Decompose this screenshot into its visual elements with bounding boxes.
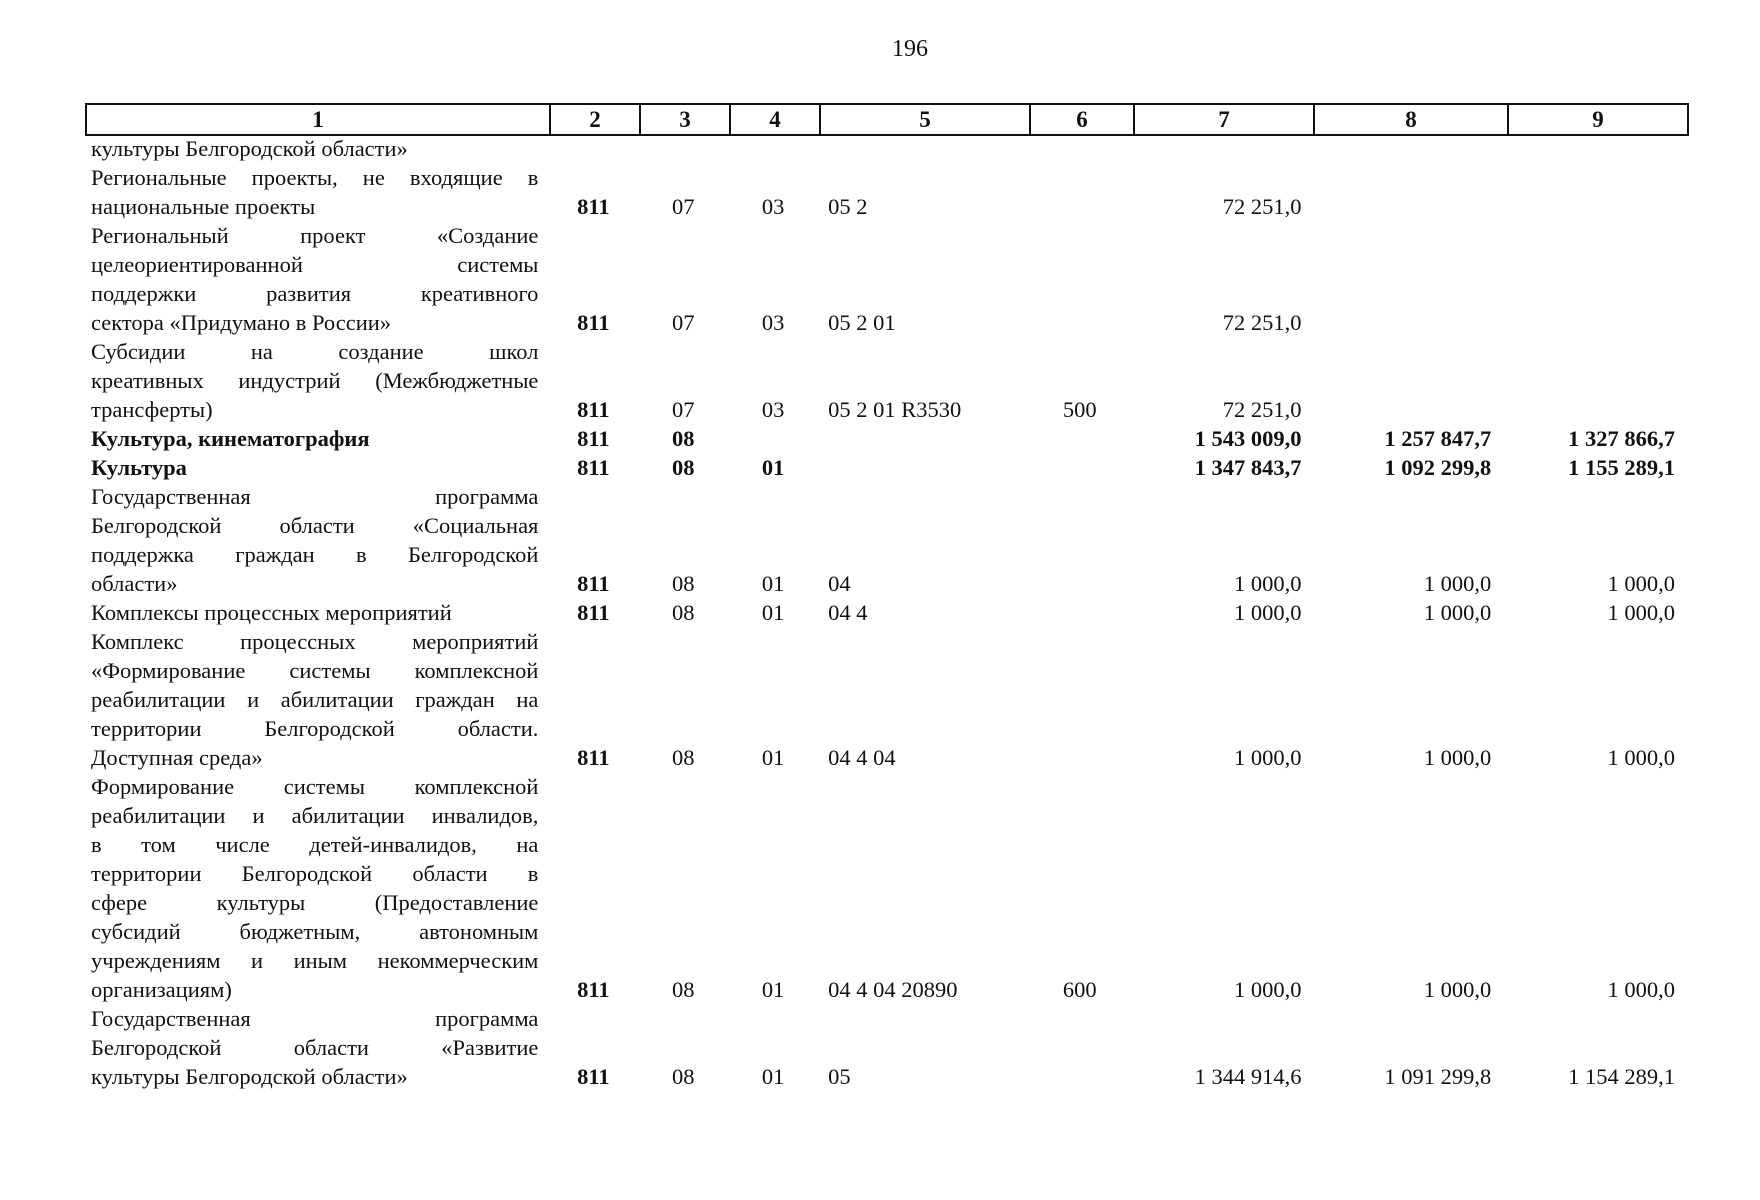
page-number: 196 [892,36,928,62]
row-section-code: 08 [672,1064,695,1089]
row-ministry-code: 811 [577,745,610,770]
column-header-7: 7 [1134,104,1314,135]
row-amount-col9: 1 000,0 [1607,571,1676,596]
row-section-code: 08 [672,571,695,596]
column-header-5: 5 [820,104,1030,135]
row-description [85,598,548,627]
row-description [85,482,548,598]
row-description [85,424,548,453]
row-expense-type: 600 [1062,977,1097,1002]
row-amount-col7: 1 000,0 [1233,977,1302,1002]
budget-table-body [85,134,1685,1091]
row-section-code: 08 [672,455,695,480]
row-section-code: 07 [672,310,695,335]
column-header-row [86,104,1688,135]
column-header-4: 4 [730,104,820,135]
row-ministry-code: 811 [577,977,610,1002]
column-header-9: 9 [1508,104,1688,135]
column-header-1: 1 [86,104,550,135]
row-ministry-code: 811 [577,194,610,219]
row-description [85,772,548,1004]
row-amount-col9: 1 000,0 [1607,977,1676,1002]
row-section-code: 08 [672,745,695,770]
row-section-code: 07 [672,397,695,422]
table-row [85,772,1685,1004]
row-ministry-code: 811 [577,571,610,596]
table-row [85,163,1685,221]
column-header-3: 3 [640,104,730,135]
row-target-article: 05 2 [828,194,868,219]
row-amount-col7: 1 000,0 [1233,571,1302,596]
description-line: организациям) [91,977,232,1002]
description-line: целеориентированной системы [91,252,539,277]
description-line: «Формирование системы комплексной [91,658,539,683]
description-line: Государственная программа [91,1006,539,1031]
row-amount-col8: 1 000,0 [1423,977,1492,1002]
row-subsection-code: 01 [761,745,785,770]
row-ministry-code: 811 [577,310,610,335]
table-row [85,453,1685,482]
table-row [85,337,1685,424]
row-section-code: 08 [672,600,695,625]
row-target-article: 04 [828,571,851,596]
description-line: Культура, кинематография [91,426,370,451]
description-line: области» [91,571,178,596]
description-line: поддержка граждан в Белгородской [91,542,539,567]
description-line: национальные проекты [91,194,316,219]
row-amount-col7: 72 251,0 [1222,397,1302,422]
row-ministry-code: 811 [577,397,610,422]
description-line: Субсидии на создание школ [91,339,539,364]
column-header-6: 6 [1030,104,1134,135]
description-line: Доступная среда» [91,745,263,770]
table-row [85,134,1685,163]
row-amount-col9: 1 327 866,7 [1568,426,1676,451]
table-row [85,424,1685,453]
row-subsection-code: 01 [761,571,785,596]
row-description [85,134,548,163]
description-line: Региональный проект «Создание [91,223,539,248]
column-header-table [85,103,1689,136]
table-row [85,627,1685,772]
row-subsection-code: 03 [761,310,785,335]
row-description [85,221,548,337]
table-row [85,482,1685,598]
description-line: культуры Белгородской области» [91,1064,408,1089]
description-line: сфере культуры (Предоставление [91,890,539,915]
row-description [85,453,548,482]
row-description [85,163,548,221]
description-line: реабилитации и абилитации граждан на [91,687,539,712]
description-line: в том числе детей-инвалидов, на [91,832,539,857]
row-amount-col8: 1 000,0 [1423,745,1492,770]
row-subsection-code: 01 [761,455,785,480]
row-amount-col9: 1 154 289,1 [1568,1064,1676,1089]
row-amount-col7: 1 000,0 [1233,600,1302,625]
row-subsection-code: 03 [761,397,785,422]
description-line: креативных индустрий (Межбюджетные [91,368,539,393]
row-ministry-code: 811 [577,1064,610,1089]
row-target-article: 04 4 04 20890 [828,977,958,1002]
description-line: территории Белгородской области. [91,716,539,741]
description-line: Культура [91,455,187,480]
description-line: сектора «Придумано в России» [91,310,392,335]
column-header-8: 8 [1314,104,1508,135]
row-subsection-code: 03 [761,194,785,219]
row-amount-col7: 1 347 843,7 [1194,455,1302,480]
row-amount-col7: 1 000,0 [1233,745,1302,770]
row-expense-type: 500 [1062,397,1097,422]
description-line: культуры Белгородской области» [91,136,408,161]
description-line: субсидий бюджетным, автономным [91,919,539,944]
row-description [85,1004,548,1091]
row-amount-col7: 72 251,0 [1222,194,1302,219]
description-line: территории Белгородской области в [91,861,539,886]
row-target-article: 05 2 01 R3530 [828,397,962,422]
row-ministry-code: 811 [577,600,610,625]
column-header-2: 2 [550,104,640,135]
row-ministry-code: 811 [577,426,610,451]
row-amount-col8: 1 091 299,8 [1384,1064,1492,1089]
row-amount-col8: 1 257 847,7 [1384,426,1492,451]
description-line: Белгородской области «Развитие [91,1035,539,1060]
description-line: трансферты) [91,397,213,422]
description-line: Комплексы процессных мероприятий [91,600,452,625]
description-line: Комплекс процессных мероприятий [91,629,539,654]
row-section-code: 08 [672,426,695,451]
row-subsection-code: 01 [761,600,785,625]
description-line: Белгородской области «Социальная [91,513,539,538]
row-section-code: 07 [672,194,695,219]
row-target-article: 04 4 [828,600,868,625]
row-target-article: 04 4 04 [828,745,896,770]
row-ministry-code: 811 [577,455,610,480]
row-target-article: 05 [828,1064,851,1089]
row-amount-col9: 1 000,0 [1607,745,1676,770]
description-line: Региональные проекты, не входящие в [91,165,539,190]
description-line: Формирование системы комплексной [91,774,539,799]
description-line: реабилитации и абилитации инвалидов, [91,803,539,828]
description-line: поддержки развития креативного [91,281,539,306]
row-section-code: 08 [672,977,695,1002]
row-amount-col7: 1 344 914,6 [1194,1064,1302,1089]
table-row [85,598,1685,627]
row-amount-col8: 1 092 299,8 [1384,455,1492,480]
row-subsection-code: 01 [761,977,785,1002]
row-amount-col7: 1 543 009,0 [1194,426,1302,451]
row-description [85,627,548,772]
row-target-article: 05 2 01 [828,310,896,335]
row-amount-col9: 1 000,0 [1607,600,1676,625]
table-row [85,1004,1685,1091]
row-description [85,337,548,424]
row-amount-col8: 1 000,0 [1423,600,1492,625]
description-line: учреждениям и иным некоммерческим [91,948,539,973]
row-amount-col8: 1 000,0 [1423,571,1492,596]
description-line: Государственная программа [91,484,539,509]
row-amount-col9: 1 155 289,1 [1568,455,1676,480]
row-amount-col7: 72 251,0 [1222,310,1302,335]
row-subsection-code: 01 [761,1064,785,1089]
table-row [85,221,1685,337]
